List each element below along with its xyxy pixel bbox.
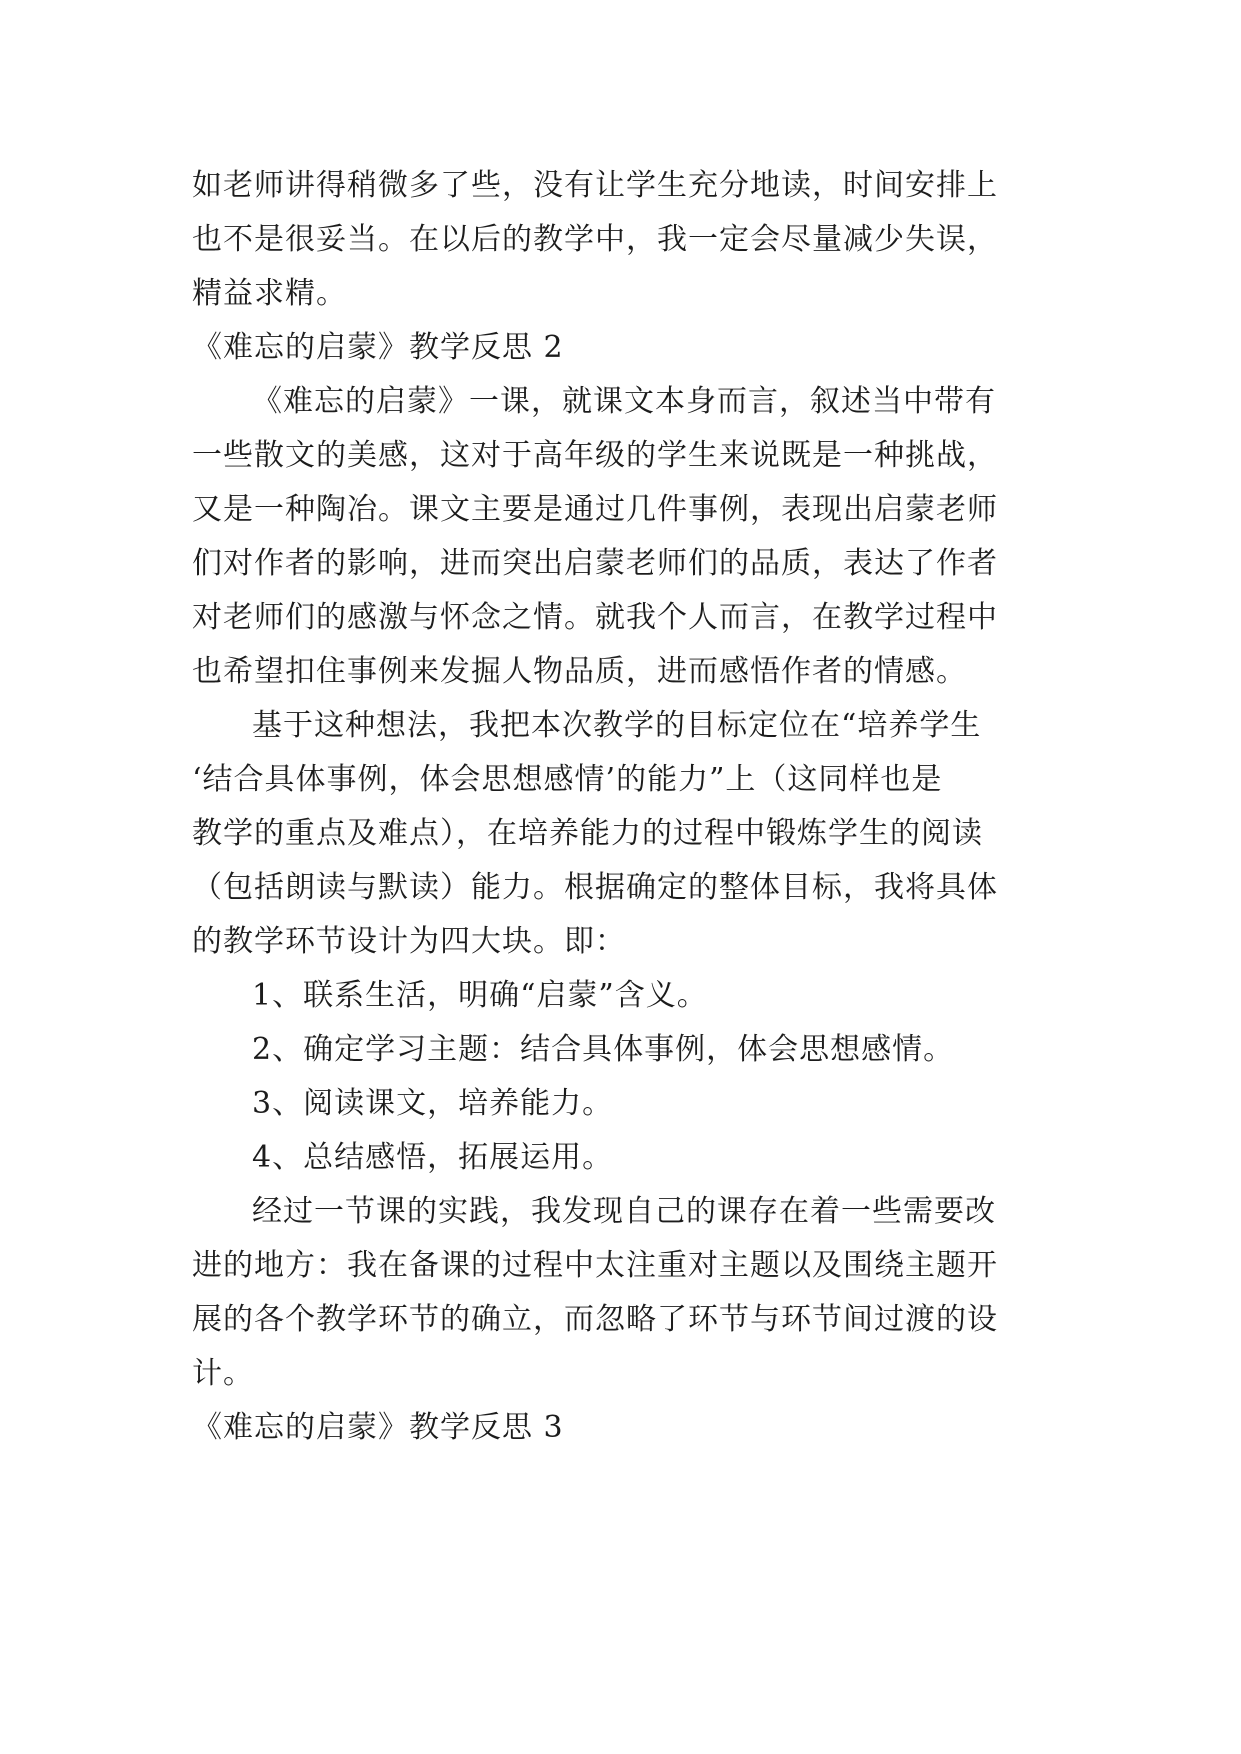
list-item: 1、联系生活，明确“启蒙”含义。: [252, 978, 708, 1013]
paragraph-line: 《难忘的启蒙》一课，就课文本身而言，叙述当中带有: [252, 384, 996, 419]
paragraph-line: 进的地方：我在备课的过程中太注重对主题以及围绕主题开: [192, 1248, 998, 1283]
paragraph-line: 教学的重点及难点），在培养能力的过程中锻炼学生的阅读: [192, 816, 983, 851]
paragraph-line: 的教学环节设计为四大块。即：: [192, 924, 626, 959]
paragraph-line: 一些散文的美感，这对于高年级的学生来说既是一种挑战，: [192, 438, 998, 473]
paragraph-line: ‘结合具体事例，体会思想感情’的能力”上（这同样也是: [192, 762, 943, 797]
list-item: 4、总结感悟，拓展运用。: [252, 1140, 614, 1175]
paragraph-line: 们对作者的影响，进而突出启蒙老师们的品质，表达了作者: [192, 546, 998, 581]
paragraph-line: （包括朗读与默读）能力。根据确定的整体目标，我将具体: [192, 870, 998, 905]
paragraph-line: 经过一节课的实践，我发现自己的课存在着一些需要改: [252, 1194, 996, 1229]
paragraph-line: 基于这种想法，我把本次教学的目标定位在“培养学生: [252, 708, 982, 743]
paragraph-line: 对老师们的感激与怀念之情。就我个人而言，在教学过程中: [192, 600, 998, 635]
paragraph-line: 展的各个教学环节的确立，而忽略了环节与环节间过渡的设: [192, 1302, 998, 1337]
section-heading: 《难忘的启蒙》教学反思 2: [192, 330, 564, 365]
paragraph-line: 如老师讲得稍微多了些，没有让学生充分地读，时间安排上: [192, 168, 998, 203]
list-item: 3、阅读课文，培养能力。: [252, 1086, 614, 1121]
paragraph-line: 又是一种陶冶。课文主要是通过几件事例，表现出启蒙老师: [192, 492, 998, 527]
section-heading: 《难忘的启蒙》教学反思 3: [192, 1410, 564, 1445]
paragraph-line: 也希望扣住事例来发掘人物品质，进而感悟作者的情感。: [192, 654, 967, 689]
paragraph-line: 计。: [192, 1356, 254, 1391]
paragraph-line: 精益求精。: [192, 276, 347, 311]
list-item: 2、确定学习主题：结合具体事例，体会思想感情。: [252, 1032, 955, 1067]
paragraph-line: 也不是很妥当。在以后的教学中，我一定会尽量减少失误，: [192, 222, 998, 257]
